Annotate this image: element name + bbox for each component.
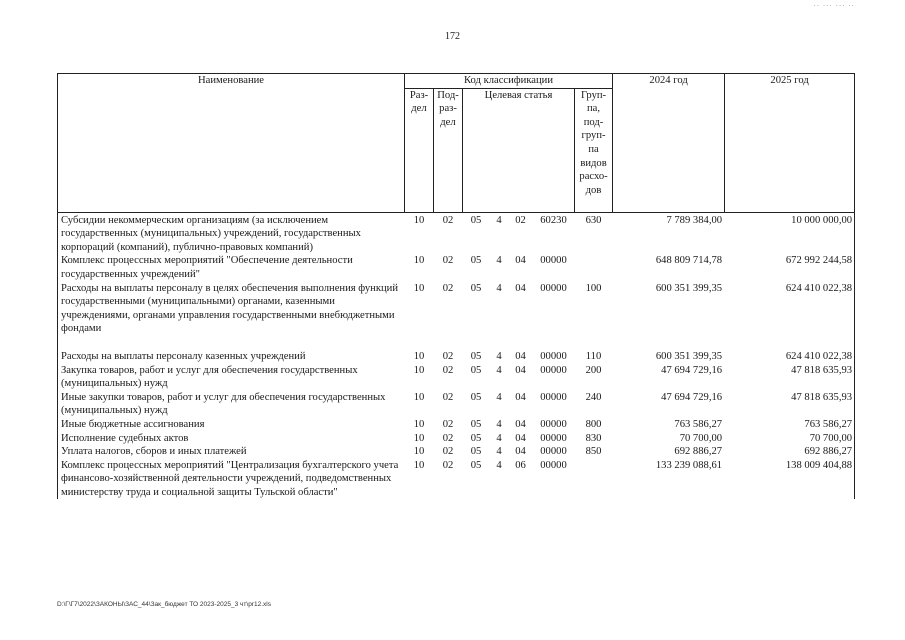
header-podrazdel: Под- раз- дел (434, 88, 463, 212)
spacer-cell (405, 336, 434, 350)
row-target-type: 4 (496, 459, 502, 471)
row-target-direction: 00000 (540, 364, 567, 376)
spacer-cell (509, 336, 533, 350)
row-expense-group (575, 459, 613, 500)
row-amount-2025: 70 700,00 (725, 432, 855, 446)
row-target-subprogram: 04 (515, 391, 526, 403)
row-podrazdel: 02 (434, 445, 463, 459)
row-target-program: 05 (463, 391, 490, 418)
header-year-2025: 2025 год (725, 74, 855, 213)
row-name: Закупка товаров, работ и услуг для обеспечения государственных (муниципальных) нужд (58, 364, 405, 391)
spacer-cell (533, 336, 575, 350)
header-year-2024: 2024 год (613, 74, 725, 213)
row-expense-group: 850 (575, 445, 613, 459)
row-target-direction: 60230 (540, 214, 567, 226)
row-name: Иные бюджетные ассигнования (58, 418, 405, 432)
row-podrazdel: 02 (434, 350, 463, 364)
row-amount-2024: 692 886,27 (613, 445, 725, 459)
row-target-type: 4 (496, 446, 502, 458)
row-razdel: 10 (405, 459, 434, 500)
row-amount-2024: 600 351 399,35 (613, 282, 725, 336)
row-podrazdel: 02 (434, 212, 463, 254)
row-target-type: 4 (496, 350, 502, 362)
row-target-program: 05 (463, 432, 490, 446)
row-target-program: 05 (463, 364, 490, 391)
row-target-direction: 00000 (540, 432, 567, 444)
row-target-direction: 00000 (540, 391, 567, 403)
header-razdel: Раз- дел (405, 88, 434, 212)
row-target-program: 05 (463, 350, 490, 364)
header-classification-code: Код классификации (405, 74, 613, 89)
table-row (58, 391, 855, 418)
row-amount-2025: 672 992 244,58 (725, 254, 855, 281)
row-expense-group: 200 (575, 364, 613, 391)
spacer-cell (490, 336, 509, 350)
spacer-cell (463, 336, 490, 350)
row-expense-group: 630 (575, 212, 613, 254)
table-row (58, 212, 855, 254)
row-target-subprogram: 04 (515, 350, 526, 362)
row-target-type: 4 (496, 214, 502, 226)
row-amount-2025: 763 586,27 (725, 418, 855, 432)
table-row (58, 432, 855, 446)
header-group: Груп- па, под- груп- па видов расхо- дов (575, 88, 613, 212)
row-razdel: 10 (405, 391, 434, 418)
row-target-type: 4 (496, 418, 502, 430)
table-row (58, 418, 855, 432)
row-podrazdel: 02 (434, 282, 463, 336)
row-target-direction: 00000 (540, 418, 567, 430)
row-amount-2024: 763 586,27 (613, 418, 725, 432)
row-podrazdel: 02 (434, 254, 463, 281)
row-expense-group: 110 (575, 350, 613, 364)
row-name: Исполнение судебных актов (58, 432, 405, 446)
row-target-program: 05 (463, 445, 490, 459)
page-number: 172 (445, 31, 460, 42)
row-target-program: 05 (463, 459, 490, 500)
row-target-direction: 00000 (540, 459, 567, 471)
row-target-type: 4 (496, 432, 502, 444)
row-name: Комплекс процессных мероприятий "Централизация бухгалтерского учета финансово-хозяйственной деятельности учреждений, подведомственных министерству труда и социальной защиты Тульской области" (58, 459, 405, 500)
file-path-footer: D:\Г\Г7\2022\ЗАКОНЫ\ЗАС_44\Зак_бюджет ТО 2023-2025_3 чт\pr12.xls (57, 601, 271, 608)
row-amount-2024: 47 694 729,16 (613, 364, 725, 391)
table-row (58, 459, 855, 500)
row-razdel: 10 (405, 418, 434, 432)
table-row (58, 350, 855, 364)
row-target-direction: 00000 (540, 350, 567, 362)
table-body (58, 212, 855, 499)
row-podrazdel: 02 (434, 418, 463, 432)
header-name: Наименование (58, 74, 405, 213)
row-amount-2025: 692 886,27 (725, 445, 855, 459)
row-target-program: 05 (463, 282, 490, 336)
row-name: Уплата налогов, сборов и иных платежей (58, 445, 405, 459)
row-expense-group: 100 (575, 282, 613, 336)
spacer-row (58, 336, 855, 350)
row-name: Иные закупки товаров, работ и услуг для обеспечения государственных (муниципальных) нужд (58, 391, 405, 418)
row-razdel: 10 (405, 445, 434, 459)
corner-mark: ·· ··· ··· ·· (813, 2, 855, 10)
row-razdel: 10 (405, 432, 434, 446)
row-target-subprogram: 04 (515, 418, 526, 430)
row-amount-2025: 624 410 022,38 (725, 350, 855, 364)
row-podrazdel: 02 (434, 432, 463, 446)
table-row (58, 282, 855, 336)
row-podrazdel: 02 (434, 459, 463, 500)
row-target-subprogram: 04 (515, 364, 526, 376)
row-name: Субсидии некоммерческим организациям (за исключением государственных (муниципальных) учреждений, государственных корпораций (компаний), публично-правовых компаний) (58, 212, 405, 254)
row-expense-group: 800 (575, 418, 613, 432)
row-amount-2025: 624 410 022,38 (725, 282, 855, 336)
table-row (58, 364, 855, 391)
row-name: Расходы на выплаты персоналу в целях обеспечения выполнения функций государственными (муниципальными) органами, казенными учреждениями, органами управления государственными внебюджетными фондами (58, 282, 405, 336)
row-amount-2025: 10 000 000,00 (725, 212, 855, 254)
row-amount-2024: 133 239 088,61 (613, 459, 725, 500)
row-amount-2025: 47 818 635,93 (725, 364, 855, 391)
row-razdel: 10 (405, 350, 434, 364)
row-razdel: 10 (405, 254, 434, 281)
row-target-type: 4 (496, 255, 502, 267)
row-expense-group (575, 254, 613, 281)
row-target-subprogram: 04 (515, 282, 526, 294)
row-razdel: 10 (405, 282, 434, 336)
row-target-program: 05 (463, 254, 490, 281)
row-razdel: 10 (405, 212, 434, 254)
budget-table (57, 73, 855, 499)
row-amount-2024: 7 789 384,00 (613, 212, 725, 254)
row-podrazdel: 02 (434, 364, 463, 391)
row-target-subprogram: 04 (515, 446, 526, 458)
header-target-article: Целевая статья (463, 88, 575, 212)
spacer-cell (575, 336, 613, 350)
row-target-direction: 00000 (540, 255, 567, 267)
row-expense-group: 830 (575, 432, 613, 446)
row-target-subprogram: 04 (515, 432, 526, 444)
spacer-cell (613, 336, 725, 350)
spacer-cell (434, 336, 463, 350)
row-amount-2024: 648 809 714,78 (613, 254, 725, 281)
row-podrazdel: 02 (434, 391, 463, 418)
row-target-type: 4 (496, 282, 502, 294)
row-name: Комплекс процессных мероприятий "Обеспечение деятельности государственных учреждений" (58, 254, 405, 281)
row-expense-group: 240 (575, 391, 613, 418)
row-amount-2025: 138 009 404,88 (725, 459, 855, 500)
row-target-type: 4 (496, 364, 502, 376)
row-amount-2025: 47 818 635,93 (725, 391, 855, 418)
table-row (58, 254, 855, 281)
row-target-direction: 00000 (540, 446, 567, 458)
row-target-program: 05 (463, 212, 490, 254)
row-target-program: 05 (463, 418, 490, 432)
table-row (58, 445, 855, 459)
row-name: Расходы на выплаты персоналу казенных учреждений (58, 350, 405, 364)
spacer-cell (725, 336, 855, 350)
row-target-type: 4 (496, 391, 502, 403)
row-target-subprogram: 02 (515, 214, 526, 226)
row-razdel: 10 (405, 364, 434, 391)
row-target-subprogram: 06 (515, 459, 526, 471)
row-target-direction: 00000 (540, 282, 567, 294)
row-amount-2024: 47 694 729,16 (613, 391, 725, 418)
row-target-subprogram: 04 (515, 255, 526, 267)
row-amount-2024: 600 351 399,35 (613, 350, 725, 364)
spacer-cell (58, 336, 405, 350)
row-amount-2024: 70 700,00 (613, 432, 725, 446)
